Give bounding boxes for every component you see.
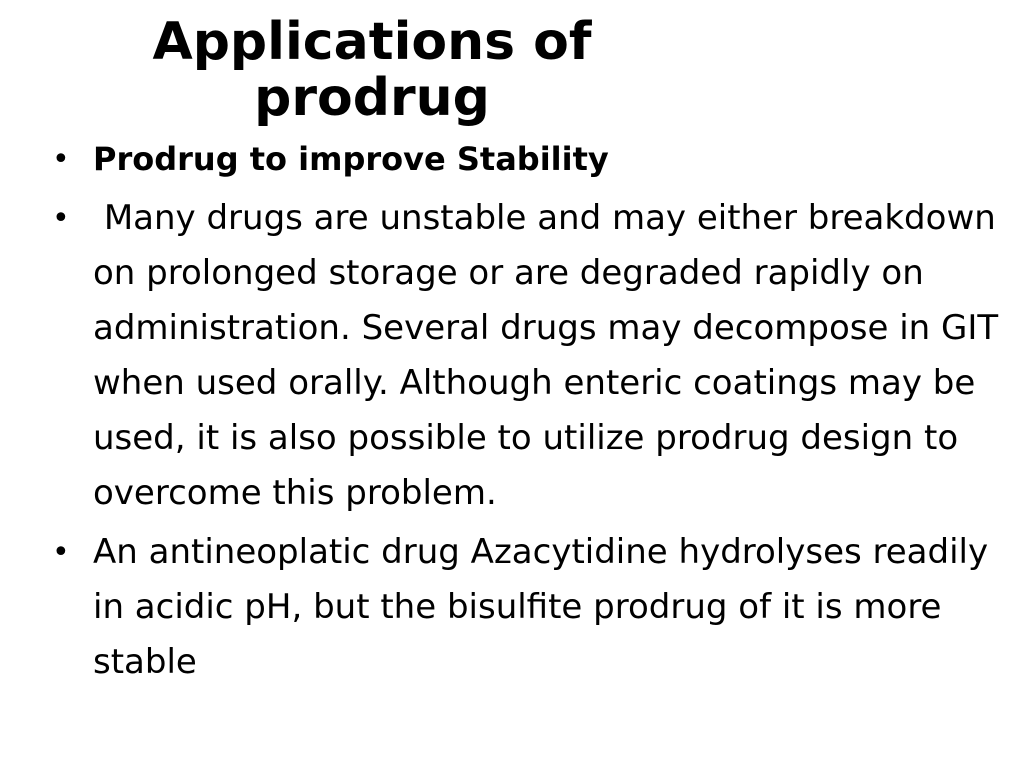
- bullet-marker: •: [52, 142, 70, 177]
- bullet-text: Prodrug to improve Stability: [93, 140, 609, 178]
- bullet-marker: •: [52, 535, 70, 570]
- bullet-item-stability-heading: [52, 132, 1020, 187]
- bullet-text: Many drugs are unstable and may either breakdown on prolonged storage or are degraded rapidly on administration. Several drugs may decompose in GIT when used orally. Although enteric coatings may be used, it is also possible to utilize prodrug design to overcome this problem.: [93, 198, 1009, 513]
- bullet-list: [52, 132, 1020, 694]
- slide-title-line-1: Applications of: [152, 12, 592, 72]
- bullet-marker: •: [52, 201, 70, 236]
- bullet-item-azacytidine: [52, 525, 1020, 690]
- bullet-item-unstable-drugs: [52, 191, 1020, 521]
- slide-title-line-2: prodrug: [254, 68, 490, 128]
- bullet-text: An antineoplatic drug Azacytidine hydrolyses readily in acidic pH, but the bisulfite prodrug of it is more stable: [93, 532, 989, 682]
- slide-title: [112, 14, 632, 126]
